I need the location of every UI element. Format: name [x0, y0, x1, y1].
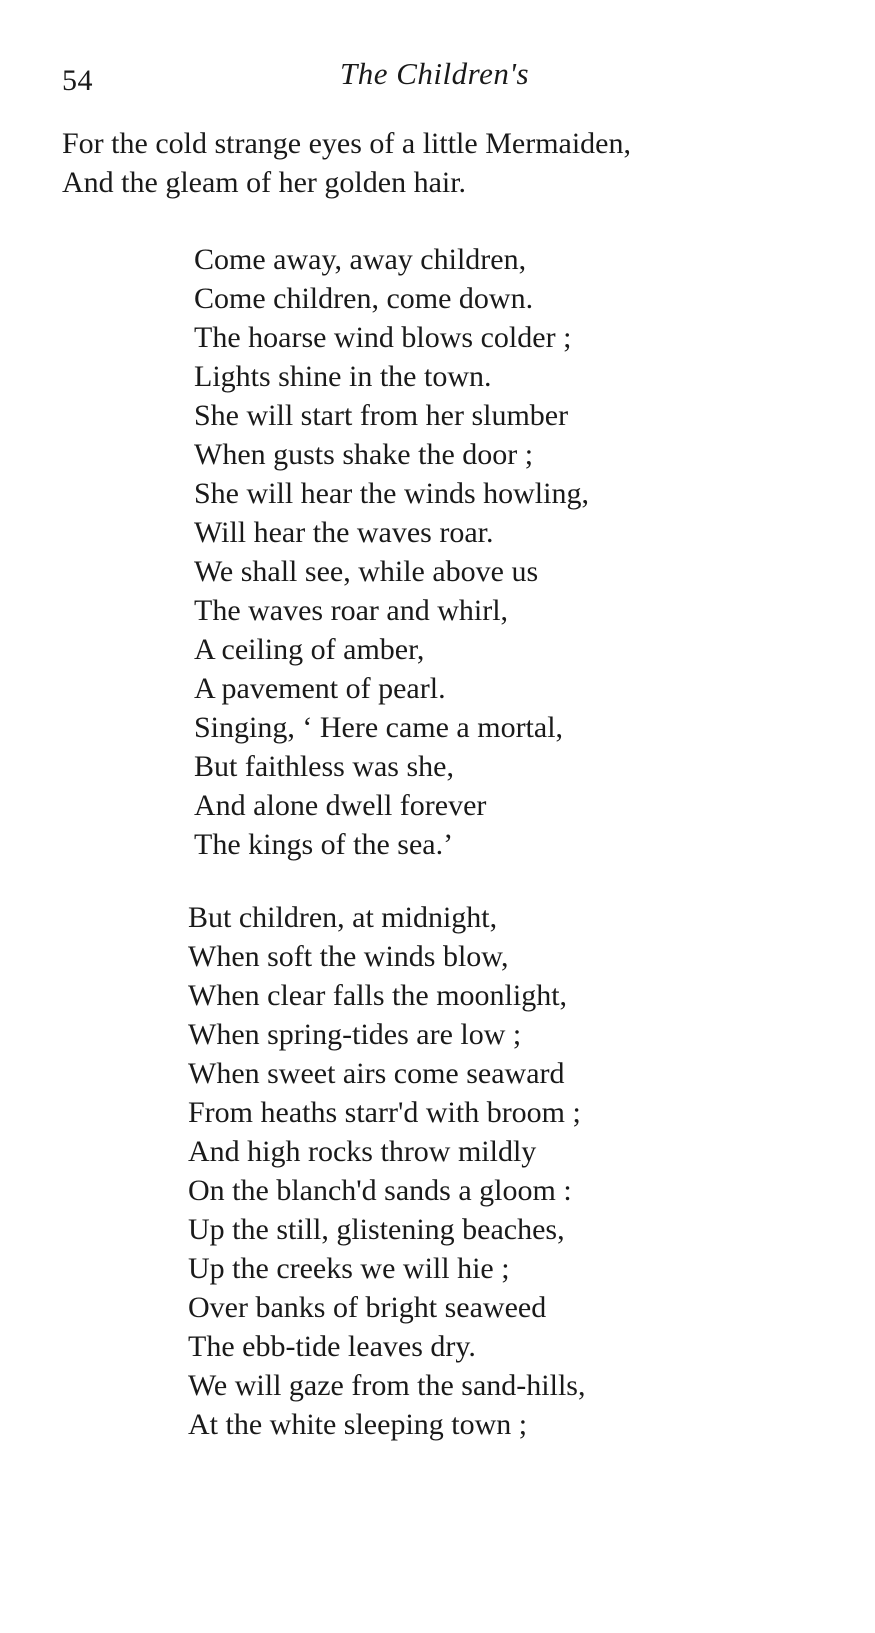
poem-line: From heaths starr'd with broom ; [188, 1096, 581, 1129]
poem-line: She will hear the winds howling, [194, 477, 589, 510]
poem-line: When spring-tides are low ; [188, 1018, 522, 1051]
poem-line: But children, at midnight, [188, 901, 498, 934]
poem-line: She will start from her slumber [194, 399, 569, 432]
poem-line: When clear falls the moonlight, [188, 979, 568, 1012]
page-number: 54 [62, 64, 93, 97]
lead-lines [62, 124, 822, 202]
poem-line: At the white sleeping town ; [188, 1408, 528, 1441]
poem-line: Will hear the waves roar. [194, 516, 494, 549]
poem-line: A pavement of pearl. [194, 672, 446, 705]
poem-line: A ceiling of amber, [194, 633, 425, 666]
stanza-2 [188, 898, 585, 1444]
poem-line: On the blanch'd sands a gloom : [188, 1174, 572, 1207]
poem-line: Come children, come down. [194, 282, 534, 315]
poem-line: The kings of the sea.’ [194, 828, 454, 861]
poem-line: We shall see, while above us [194, 555, 539, 588]
poem-line: When sweet airs come seaward [188, 1057, 565, 1090]
poem-line: The ebb-tide leaves dry. [188, 1330, 476, 1363]
poem-line: But faithless was she, [194, 750, 454, 783]
poem-line: We will gaze from the sand-hills, [188, 1369, 586, 1402]
poem-line: And the gleam of her golden hair. [62, 166, 467, 199]
poem-line: Up the creeks we will hie ; [188, 1252, 510, 1285]
poem-line: Come away, away children, [194, 243, 527, 276]
poem-line: For the cold strange eyes of a little Mermaiden, [62, 127, 631, 160]
page-header [62, 56, 822, 100]
poem-line: And alone dwell forever [194, 789, 487, 822]
poem-line: When soft the winds blow, [188, 940, 509, 973]
poem-line: Over banks of bright seaweed [188, 1291, 547, 1324]
poem-line: The waves roar and whirl, [194, 594, 509, 627]
poem-line: Lights shine in the town. [194, 360, 492, 393]
poem-line: And high rocks throw mildly [188, 1135, 537, 1168]
poem-line: The hoarse wind blows colder ; [194, 321, 572, 354]
poem-line: When gusts shake the door ; [194, 438, 534, 471]
stanza-1 [194, 240, 589, 864]
poem-line: Singing, ‘ Here came a mortal, [194, 711, 564, 744]
poem-line: Up the still, glistening beaches, [188, 1213, 565, 1246]
running-title: The Children's [340, 56, 530, 91]
